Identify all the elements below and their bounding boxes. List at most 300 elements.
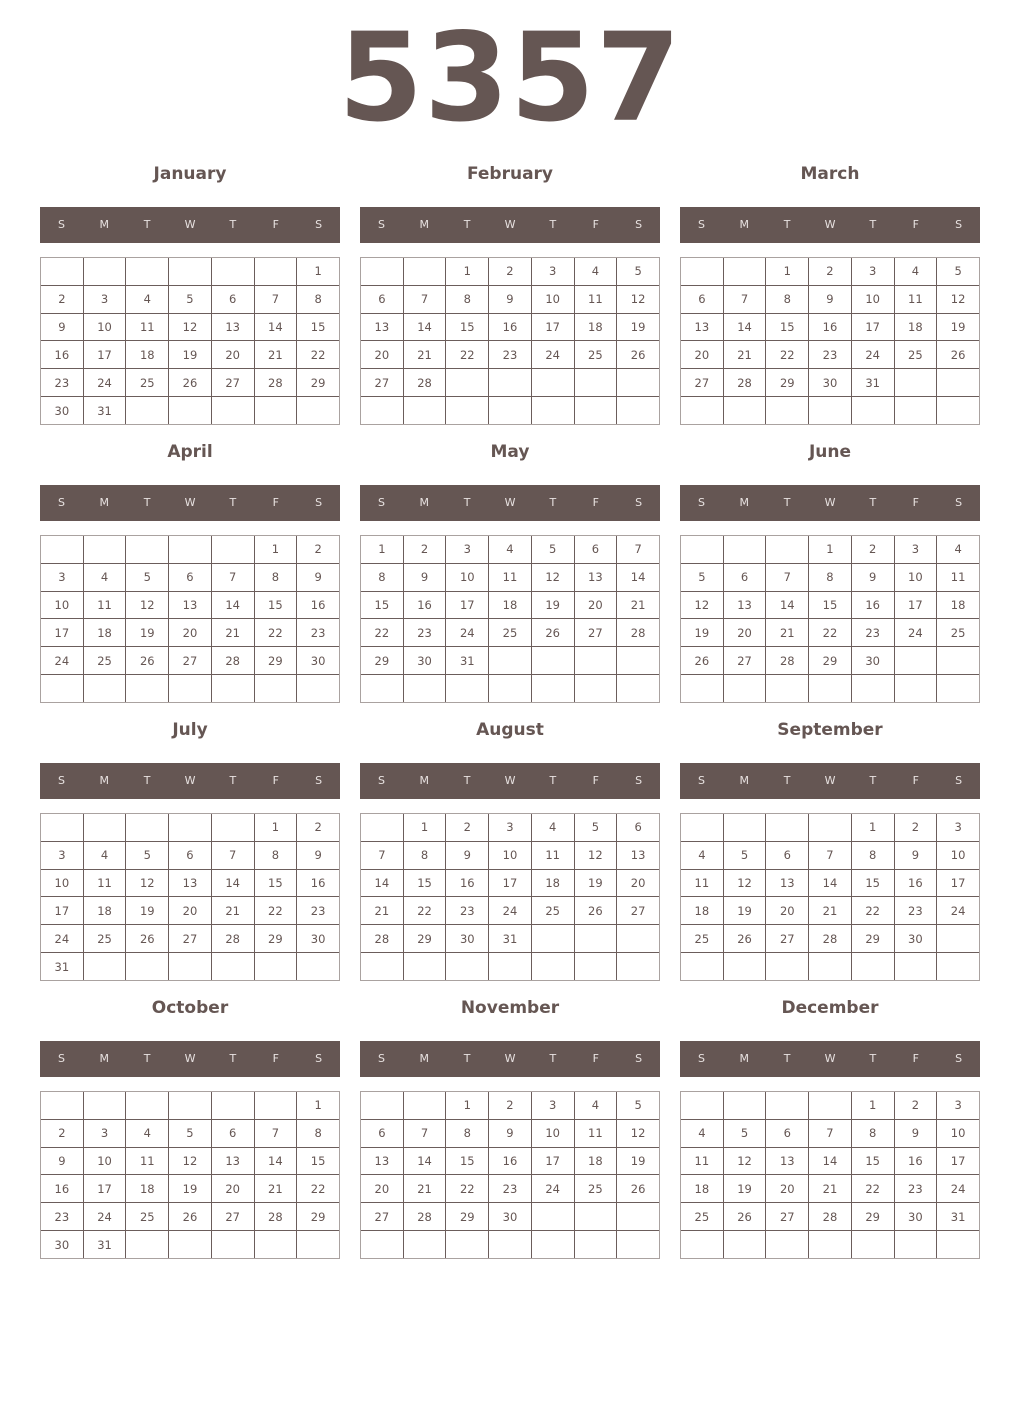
- day-cell: 21: [809, 1175, 852, 1203]
- day-cell: 6: [169, 841, 212, 869]
- day-cell: 30: [41, 397, 84, 425]
- weekday-label: F: [912, 496, 919, 509]
- day-cell: 14: [723, 313, 766, 341]
- day-cell: [681, 814, 724, 842]
- day-cell: [254, 953, 297, 981]
- day-cell: 16: [894, 869, 937, 897]
- day-cell: [723, 1092, 766, 1120]
- month-title: January: [153, 164, 227, 184]
- day-cell: 4: [126, 285, 169, 313]
- day-cell: 24: [851, 341, 894, 369]
- day-cell: 7: [617, 536, 660, 564]
- day-cell: 24: [531, 341, 574, 369]
- day-cell: 23: [894, 1175, 937, 1203]
- weekday-label: S: [57, 774, 65, 787]
- day-cell: [894, 369, 937, 397]
- day-cell: 5: [574, 814, 617, 842]
- month-january: [40, 163, 340, 425]
- day-cell: 11: [531, 841, 574, 869]
- day-cell: 10: [937, 841, 980, 869]
- day-cell: 19: [681, 619, 724, 647]
- weekday-label: W: [504, 774, 516, 787]
- week-row: [681, 814, 980, 842]
- weekday-label: T: [229, 774, 237, 787]
- day-cell: 10: [41, 869, 84, 897]
- day-cell: 20: [169, 897, 212, 925]
- weekday-label: T: [783, 218, 791, 231]
- day-cell: 12: [126, 591, 169, 619]
- week-row: [681, 1231, 980, 1259]
- day-cell: 31: [83, 397, 126, 425]
- weekday-header: [360, 763, 660, 799]
- day-cell: 18: [681, 1175, 724, 1203]
- day-cell: [531, 369, 574, 397]
- day-cell: 17: [446, 591, 489, 619]
- week-row: [41, 397, 340, 425]
- day-cell: [254, 1092, 297, 1120]
- day-cell: 27: [211, 1203, 254, 1231]
- weekday-label: W: [504, 218, 516, 231]
- week-row: [681, 675, 980, 703]
- day-cell: [851, 675, 894, 703]
- day-cell: 16: [489, 1147, 532, 1175]
- day-cell: 25: [83, 925, 126, 953]
- week-row: [361, 897, 660, 925]
- year-title: 5357: [338, 7, 682, 149]
- weekday-label: S: [697, 496, 705, 509]
- weekday-header: [360, 207, 660, 243]
- day-cell: 28: [211, 925, 254, 953]
- day-cell: 26: [169, 369, 212, 397]
- day-cell: 8: [851, 841, 894, 869]
- day-cell: 22: [446, 1175, 489, 1203]
- weekday-label: S: [955, 496, 963, 509]
- day-cell: 1: [297, 1092, 340, 1120]
- day-cell: [937, 1231, 980, 1259]
- day-cell: 2: [403, 536, 446, 564]
- weekday-header: [680, 1041, 980, 1077]
- day-cell: 1: [809, 536, 852, 564]
- day-cell: 1: [297, 258, 340, 286]
- day-cell: [723, 258, 766, 286]
- day-cell: 12: [169, 1147, 212, 1175]
- day-cell: [169, 397, 212, 425]
- weekday-label: S: [57, 496, 65, 509]
- day-cell: [254, 1231, 297, 1259]
- weekday-label: T: [869, 1052, 877, 1065]
- week-row: [41, 1203, 340, 1231]
- weekday-label: S: [635, 496, 643, 509]
- day-cell: 14: [809, 869, 852, 897]
- day-cell: 27: [681, 369, 724, 397]
- weekday-label: S: [955, 218, 963, 231]
- day-cell: 2: [894, 814, 937, 842]
- day-cell: 2: [809, 258, 852, 286]
- day-cell: [851, 1231, 894, 1259]
- day-cell: [681, 397, 724, 425]
- day-cell: 2: [489, 1092, 532, 1120]
- day-cell: [574, 953, 617, 981]
- day-cell: 8: [766, 285, 809, 313]
- month-august: [360, 719, 660, 981]
- week-row: [41, 1092, 340, 1120]
- day-cell: 30: [297, 925, 340, 953]
- weekday-label: S: [377, 1052, 385, 1065]
- day-cell: 21: [723, 341, 766, 369]
- weekday-label: M: [739, 218, 750, 231]
- day-cell: [361, 397, 404, 425]
- day-cell: [126, 1092, 169, 1120]
- day-cell: 30: [446, 925, 489, 953]
- month-title: September: [777, 720, 883, 740]
- week-row: [681, 536, 980, 564]
- day-cell: [169, 814, 212, 842]
- day-cell: 6: [723, 563, 766, 591]
- day-cell: 18: [489, 591, 532, 619]
- day-cell: [531, 925, 574, 953]
- day-cell: 12: [723, 1147, 766, 1175]
- day-cell: 25: [574, 1175, 617, 1203]
- day-cell: 28: [723, 369, 766, 397]
- day-cell: 27: [766, 925, 809, 953]
- day-cell: [894, 953, 937, 981]
- day-cell: 17: [531, 1147, 574, 1175]
- day-cell: 24: [83, 369, 126, 397]
- day-cell: 20: [617, 869, 660, 897]
- weekday-label: T: [143, 496, 151, 509]
- day-cell: [169, 1092, 212, 1120]
- day-grid: [40, 813, 340, 981]
- week-row: [681, 1119, 980, 1147]
- day-cell: 13: [723, 591, 766, 619]
- month-title: August: [476, 720, 544, 740]
- month-september: [680, 719, 980, 981]
- day-cell: 28: [403, 369, 446, 397]
- day-cell: [681, 953, 724, 981]
- day-cell: 8: [361, 563, 404, 591]
- day-cell: 3: [937, 814, 980, 842]
- day-cell: [489, 675, 532, 703]
- day-cell: 20: [766, 1175, 809, 1203]
- day-cell: 16: [297, 591, 340, 619]
- day-cell: 19: [531, 591, 574, 619]
- day-cell: 16: [446, 869, 489, 897]
- month-title: March: [800, 164, 860, 184]
- day-cell: 15: [851, 869, 894, 897]
- day-cell: 22: [254, 619, 297, 647]
- month-november: [360, 997, 660, 1259]
- day-cell: 15: [446, 1147, 489, 1175]
- week-row: [361, 675, 660, 703]
- day-cell: 19: [723, 897, 766, 925]
- day-cell: 3: [83, 1119, 126, 1147]
- day-cell: [169, 258, 212, 286]
- weekday-label: F: [912, 1052, 919, 1065]
- day-grid: [40, 535, 340, 703]
- day-cell: 3: [937, 1092, 980, 1120]
- day-cell: 9: [894, 1119, 937, 1147]
- day-cell: [83, 258, 126, 286]
- week-row: [41, 647, 340, 675]
- day-cell: [489, 647, 532, 675]
- week-row: [681, 397, 980, 425]
- day-cell: 5: [681, 563, 724, 591]
- day-cell: 3: [489, 814, 532, 842]
- day-cell: [723, 397, 766, 425]
- day-cell: 11: [894, 285, 937, 313]
- day-cell: [211, 397, 254, 425]
- day-cell: [617, 1231, 660, 1259]
- day-cell: 9: [489, 285, 532, 313]
- day-cell: [766, 675, 809, 703]
- day-cell: [617, 647, 660, 675]
- week-row: [681, 591, 980, 619]
- week-row: [41, 341, 340, 369]
- day-cell: 24: [446, 619, 489, 647]
- day-cell: 16: [41, 341, 84, 369]
- day-cell: [894, 397, 937, 425]
- day-cell: 7: [809, 1119, 852, 1147]
- weekday-header: [680, 485, 980, 521]
- day-cell: [681, 536, 724, 564]
- day-cell: 12: [617, 285, 660, 313]
- week-row: [41, 536, 340, 564]
- weekday-label: S: [635, 774, 643, 787]
- week-row: [41, 814, 340, 842]
- day-cell: [41, 1092, 84, 1120]
- week-row: [361, 1147, 660, 1175]
- day-cell: 3: [851, 258, 894, 286]
- day-cell: [574, 1231, 617, 1259]
- week-row: [361, 841, 660, 869]
- day-cell: [403, 675, 446, 703]
- day-cell: 15: [809, 591, 852, 619]
- day-cell: 7: [254, 1119, 297, 1147]
- day-cell: 23: [894, 897, 937, 925]
- day-cell: 7: [403, 285, 446, 313]
- day-cell: 21: [254, 1175, 297, 1203]
- day-cell: 10: [937, 1119, 980, 1147]
- weekday-header: [360, 1041, 660, 1077]
- month-title: February: [466, 164, 554, 184]
- day-cell: [489, 953, 532, 981]
- day-grid: [360, 535, 660, 703]
- day-cell: 20: [574, 591, 617, 619]
- weekday-label: T: [869, 496, 877, 509]
- day-cell: 5: [617, 1092, 660, 1120]
- day-cell: 1: [851, 814, 894, 842]
- day-cell: 26: [723, 1203, 766, 1231]
- weekday-label: S: [315, 218, 323, 231]
- day-cell: 25: [83, 647, 126, 675]
- weekday-label: S: [697, 1052, 705, 1065]
- day-cell: 6: [766, 1119, 809, 1147]
- day-cell: 13: [766, 1147, 809, 1175]
- day-cell: 8: [254, 841, 297, 869]
- weekday-label: S: [57, 1052, 65, 1065]
- day-cell: 20: [211, 341, 254, 369]
- day-cell: 12: [937, 285, 980, 313]
- day-cell: 15: [297, 313, 340, 341]
- day-cell: 20: [361, 1175, 404, 1203]
- day-cell: [169, 953, 212, 981]
- day-grid: [680, 1091, 980, 1259]
- day-cell: [809, 1092, 852, 1120]
- day-cell: 11: [937, 563, 980, 591]
- day-cell: 17: [489, 869, 532, 897]
- day-cell: 15: [254, 591, 297, 619]
- day-cell: [723, 1231, 766, 1259]
- day-cell: 22: [809, 619, 852, 647]
- day-cell: 23: [809, 341, 852, 369]
- day-cell: [41, 814, 84, 842]
- week-row: [41, 1119, 340, 1147]
- day-cell: 29: [446, 1203, 489, 1231]
- week-row: [681, 285, 980, 313]
- day-cell: 5: [723, 841, 766, 869]
- day-cell: 17: [937, 1147, 980, 1175]
- weekday-label: S: [315, 774, 323, 787]
- weekday-label: M: [419, 1052, 430, 1065]
- day-cell: 31: [446, 647, 489, 675]
- week-row: [361, 341, 660, 369]
- day-cell: 14: [211, 591, 254, 619]
- weekday-label: W: [184, 496, 196, 509]
- day-cell: 27: [169, 647, 212, 675]
- day-cell: 13: [361, 313, 404, 341]
- day-cell: 4: [531, 814, 574, 842]
- day-cell: 28: [254, 1203, 297, 1231]
- weekday-label: W: [824, 1052, 836, 1065]
- week-row: [681, 925, 980, 953]
- weekday-label: T: [869, 218, 877, 231]
- weekday-label: T: [549, 774, 557, 787]
- day-cell: 4: [83, 841, 126, 869]
- day-cell: [446, 369, 489, 397]
- weekday-label: S: [377, 218, 385, 231]
- day-grid: [360, 813, 660, 981]
- day-cell: 3: [41, 563, 84, 591]
- week-row: [41, 953, 340, 981]
- day-cell: 9: [41, 1147, 84, 1175]
- day-cell: 28: [809, 1203, 852, 1231]
- day-cell: 29: [297, 369, 340, 397]
- weekday-label: S: [955, 1052, 963, 1065]
- day-cell: [169, 675, 212, 703]
- day-cell: 19: [617, 313, 660, 341]
- week-row: [361, 869, 660, 897]
- weekday-label: M: [99, 496, 110, 509]
- day-cell: 2: [297, 814, 340, 842]
- weekday-label: F: [592, 774, 599, 787]
- day-cell: 21: [211, 619, 254, 647]
- day-cell: [126, 258, 169, 286]
- day-cell: [446, 1231, 489, 1259]
- day-cell: 15: [403, 869, 446, 897]
- day-cell: [126, 953, 169, 981]
- day-cell: 20: [766, 897, 809, 925]
- day-cell: [531, 1203, 574, 1231]
- day-cell: [126, 397, 169, 425]
- day-cell: 14: [403, 313, 446, 341]
- weekday-label: S: [635, 1052, 643, 1065]
- day-cell: 21: [809, 897, 852, 925]
- weekday-label: T: [783, 774, 791, 787]
- day-cell: 6: [617, 814, 660, 842]
- day-cell: 3: [531, 258, 574, 286]
- day-cell: 4: [489, 536, 532, 564]
- day-cell: [851, 397, 894, 425]
- day-cell: 8: [403, 841, 446, 869]
- day-cell: 30: [41, 1231, 84, 1259]
- week-row: [41, 591, 340, 619]
- day-cell: 17: [894, 591, 937, 619]
- day-cell: 12: [574, 841, 617, 869]
- day-cell: [361, 1231, 404, 1259]
- day-cell: [489, 1231, 532, 1259]
- day-cell: 25: [126, 1203, 169, 1231]
- day-cell: 30: [489, 1203, 532, 1231]
- weekday-label: T: [229, 1052, 237, 1065]
- day-cell: [254, 675, 297, 703]
- day-cell: [297, 1231, 340, 1259]
- week-row: [361, 313, 660, 341]
- day-cell: [489, 369, 532, 397]
- day-cell: 28: [254, 369, 297, 397]
- weekday-label: M: [419, 496, 430, 509]
- day-cell: 25: [489, 619, 532, 647]
- day-cell: 9: [894, 841, 937, 869]
- day-cell: 23: [851, 619, 894, 647]
- week-row: [41, 369, 340, 397]
- weekday-label: F: [272, 774, 279, 787]
- day-cell: [723, 536, 766, 564]
- day-cell: [617, 369, 660, 397]
- day-cell: 25: [937, 619, 980, 647]
- day-cell: 14: [254, 1147, 297, 1175]
- day-cell: 23: [297, 619, 340, 647]
- day-cell: 17: [83, 341, 126, 369]
- day-cell: [297, 953, 340, 981]
- week-row: [41, 258, 340, 286]
- day-cell: 7: [809, 841, 852, 869]
- day-cell: 30: [894, 925, 937, 953]
- day-cell: 28: [211, 647, 254, 675]
- weekday-label: W: [824, 218, 836, 231]
- week-row: [41, 285, 340, 313]
- week-row: [361, 258, 660, 286]
- month-october: [40, 997, 340, 1259]
- day-cell: 15: [766, 313, 809, 341]
- day-cell: 28: [361, 925, 404, 953]
- day-cell: 21: [403, 1175, 446, 1203]
- day-cell: 16: [489, 313, 532, 341]
- day-cell: 19: [126, 897, 169, 925]
- day-cell: [574, 397, 617, 425]
- day-cell: 8: [297, 1119, 340, 1147]
- day-cell: [809, 397, 852, 425]
- day-cell: [83, 1092, 126, 1120]
- day-cell: 24: [489, 897, 532, 925]
- week-row: [361, 591, 660, 619]
- day-cell: [937, 953, 980, 981]
- day-cell: [41, 536, 84, 564]
- day-cell: 29: [254, 925, 297, 953]
- day-cell: 19: [126, 619, 169, 647]
- day-cell: [211, 536, 254, 564]
- day-cell: [574, 369, 617, 397]
- day-cell: 15: [446, 313, 489, 341]
